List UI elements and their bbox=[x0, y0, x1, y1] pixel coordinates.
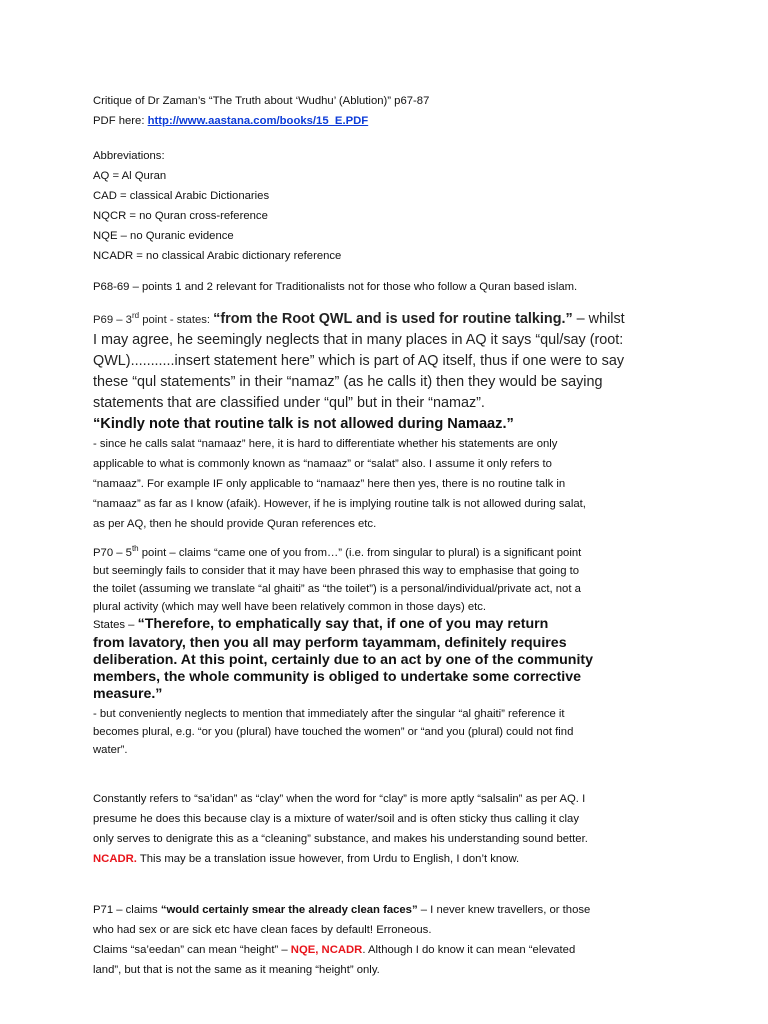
p69-quote2: “Kindly note that routine talk is not allowed during Namaaz.” bbox=[93, 416, 514, 432]
p71-claims-line bbox=[93, 940, 683, 960]
p69-prefix: P69 – 3 bbox=[93, 314, 132, 326]
p70-quote-line: measure.” bbox=[93, 686, 163, 702]
p70-comment bbox=[93, 705, 683, 759]
p70-quote-text: “Therefore, to emphatically say that, if one of you may return bbox=[137, 616, 549, 632]
p71-quote: “would certainly smear the already clean faces” bbox=[160, 904, 418, 916]
clay-line: presume he does this because clay is a mixture of water/soil and is often sticky thus calling it clay bbox=[93, 813, 579, 825]
p71-claims-pre: Claims “sa’eedan” can mean “height” – bbox=[93, 944, 291, 956]
pdf-label: PDF here: bbox=[93, 115, 148, 127]
abbreviation-item: NCADR = no classical Arabic dictionary reference bbox=[93, 250, 342, 262]
p69-comment-line: applicable to what is commonly known as “namaaz” or “salat” also. I assume it only refers to bbox=[93, 458, 552, 470]
abbreviation-item: CAD = classical Arabic Dictionaries bbox=[93, 190, 270, 202]
abbreviation-item: AQ = Al Quran bbox=[93, 170, 167, 182]
clay-line: Constantly refers to “sa’idan” as “clay” when the word for “clay” is more aptly “salsalin” as per AQ. I bbox=[93, 793, 586, 805]
header-block bbox=[93, 91, 683, 131]
clay-line: only serves to denigrate this as a “cleaning” substance, and makes his understanding sound better. bbox=[93, 833, 588, 845]
p69-rest: – whilst bbox=[572, 311, 625, 327]
p69-quote: “from the Root QWL and is used for routine talking.” bbox=[213, 311, 573, 327]
p70-prefix: P70 – 5 bbox=[93, 547, 132, 559]
document-title: Critique of Dr Zaman’s “The Truth about ‘Wudhu’ (Ablution)” p67-87 bbox=[93, 95, 430, 107]
p70-line: but seemingly fails to consider that it may have been phrased this way to emphasise that going to bbox=[93, 565, 580, 577]
p70-comment-line: becomes plural, e.g. “or you (plural) have touched the women” or “and you (plural) could not find bbox=[93, 726, 574, 738]
p70-quote-block bbox=[93, 615, 683, 703]
p69-comment bbox=[93, 434, 683, 534]
abbreviation-item: NQCR = no Quran cross-reference bbox=[93, 210, 268, 222]
clay-last-text: This may be a translation issue however, from Urdu to English, I don’t know. bbox=[136, 853, 520, 865]
p70-section bbox=[93, 544, 683, 616]
p69-comment-line: “namaaz”. For example IF only applicable to “namaaz” here then yes, there is no routine talk in bbox=[93, 478, 566, 490]
ncadr-tag: NCADR. bbox=[93, 853, 137, 865]
p69-sup: rd bbox=[131, 311, 140, 321]
p68-text: P68-69 – points 1 and 2 relevant for Traditionalists not for those who follow a Quran based islam. bbox=[93, 281, 578, 293]
pdf-link[interactable]: http://www.aastana.com/books/15_E.PDF bbox=[147, 115, 369, 127]
p70-line: plural activity (which may well have been relatively common in those days) etc. bbox=[93, 601, 487, 613]
p71-claims-post: . Although I do know it can mean “elevated bbox=[362, 944, 576, 956]
p71-line: who had sex or are sick etc have clean faces by default! Erroneous. bbox=[93, 924, 432, 936]
p69-mid: point - states: bbox=[139, 314, 214, 326]
p70-sup: th bbox=[131, 544, 139, 554]
nqe-ncadr-tag: NQE, NCADR bbox=[290, 944, 363, 956]
p68-paragraph bbox=[93, 277, 683, 297]
clay-paragraph bbox=[93, 789, 683, 869]
abbreviations-block bbox=[93, 146, 683, 266]
p70-comment-line: - but conveniently neglects to mention that immediately after the singular “al ghaiti” reference it bbox=[93, 708, 565, 720]
p69-first-line bbox=[93, 309, 683, 330]
p69-line: QWL)...........insert statement here” which is part of AQ itself, thus if one were to say bbox=[93, 353, 625, 369]
p70-quote-line bbox=[93, 615, 683, 635]
p71-rest: – I never knew travellers, or those bbox=[417, 904, 591, 916]
p69-line: these “qul statements” in their “namaz” (as he calls it) then they would be saying bbox=[93, 374, 603, 390]
p71-prefix: P71 – claims bbox=[93, 904, 161, 916]
pdf-line bbox=[93, 111, 683, 131]
abbreviations-heading: Abbreviations: bbox=[93, 150, 165, 162]
clay-last-line bbox=[93, 849, 683, 869]
abbreviation-item: NQE – no Quranic evidence bbox=[93, 230, 234, 242]
p70-comment-line: water”. bbox=[93, 744, 128, 756]
p69-line: I may agree, he seemingly neglects that in many places in AQ it says “qul/say (root: bbox=[93, 332, 624, 348]
p70-quote-line: from lavatory, then you all may perform tayammam, definitely requires bbox=[93, 635, 567, 651]
p71-line: land”, but that is not the same as it meaning “height” only. bbox=[93, 964, 380, 976]
p69-line: statements that are classified under “qul” but in their “namaz”. bbox=[93, 395, 485, 411]
p70-quote-line: members, the whole community is obliged to undertake some corrective bbox=[93, 669, 582, 685]
p70-quote-line: deliberation. At this point, certainly due to an act by one of the community bbox=[93, 652, 594, 668]
p69-section bbox=[93, 309, 683, 534]
p69-comment-line: “namaaz” as far as I know (afaik). However, if he is implying routine talk is not allowed during salat, bbox=[93, 498, 586, 510]
p70-first-line bbox=[93, 544, 683, 562]
p69-comment-line: - since he calls salat “namaaz” here, it is hard to differentiate whether his statements are only bbox=[93, 438, 558, 450]
p71-section bbox=[93, 900, 683, 980]
p70-states-label: States – bbox=[93, 619, 138, 631]
p70-line1-rest: point – claims “came one of you from…” (i.e. from singular to plural) is a significant point bbox=[138, 547, 582, 559]
p70-line: the toilet (assuming we translate “al ghaiti” as “the toilet”) is a personal/individual/private act, not a bbox=[93, 583, 581, 595]
p71-first-line bbox=[93, 900, 683, 920]
p69-comment-line: as per AQ, then he should provide Quran references etc. bbox=[93, 518, 377, 530]
